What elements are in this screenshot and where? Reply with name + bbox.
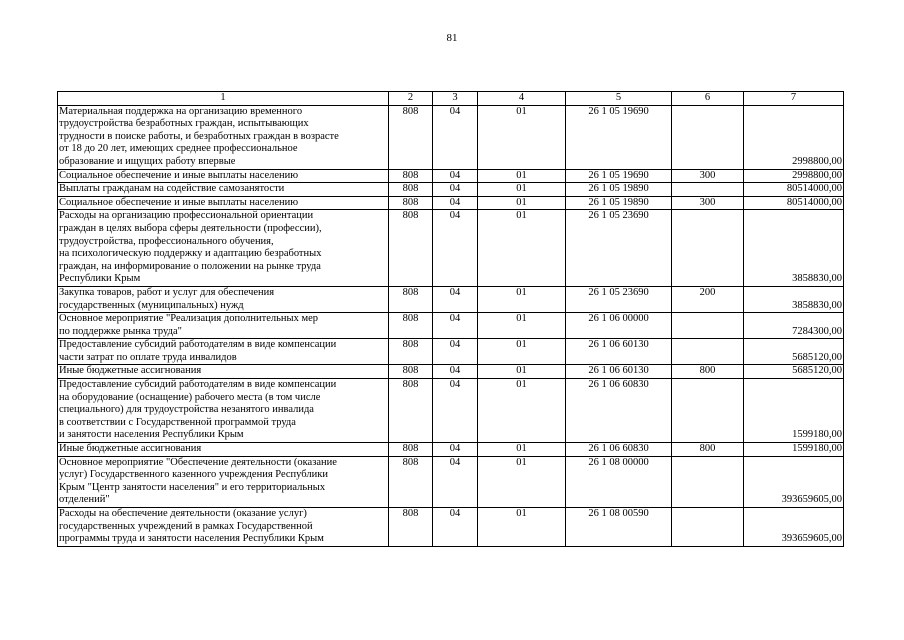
target-article-code: 26 1 06 60130	[566, 365, 672, 379]
target-article-code: 26 1 05 19890	[566, 196, 672, 210]
target-article-code: 26 1 05 19890	[566, 183, 672, 197]
row-name-line: Республики Крым	[59, 273, 141, 285]
header-cell-6: 6	[672, 92, 744, 106]
table-row	[58, 456, 844, 507]
header-cell-2: 2	[389, 92, 433, 106]
subsection-code: 01	[478, 508, 566, 547]
row-name-line: и занятости населения Республики Крым	[59, 429, 244, 441]
target-article-code: 26 1 08 00000	[566, 456, 672, 507]
section-code: 04	[433, 443, 478, 457]
amount: 5685120,00	[744, 365, 844, 379]
row-name-line: от 18 до 20 лет, имеющих среднее профессиональное	[59, 143, 298, 155]
amount: 1599180,00	[744, 443, 844, 457]
row-name-line: Расходы на обеспечение деятельности (оказание услуг)	[59, 508, 307, 519]
section-code: 04	[433, 196, 478, 210]
amount: 393659605,00	[744, 508, 844, 547]
amount: 2998800,00	[744, 105, 844, 169]
row-name-line: Предоставление субсидий работодателям в виде компенсации	[59, 379, 337, 391]
row-name-line: трудности в поиске работы, и безработных граждан в возрасте	[59, 130, 339, 142]
expense-type-code	[672, 105, 744, 169]
target-article-code: 26 1 05 19690	[566, 105, 672, 169]
subsection-code: 01	[478, 365, 566, 379]
ministry-code: 808	[389, 183, 433, 197]
row-name-line: Предоставление субсидий работодателям в виде компенсации	[59, 339, 337, 351]
section-code: 04	[433, 210, 478, 287]
row-name	[58, 286, 389, 312]
row-name-line: части затрат по оплате труда инвалидов	[59, 351, 237, 363]
table-row	[58, 443, 844, 457]
amount: 393659605,00	[744, 456, 844, 507]
section-code: 04	[433, 379, 478, 443]
row-name-line: отделений"	[59, 494, 110, 506]
row-name-line: услуг) Государственного казенного учреждения Республики	[59, 469, 328, 481]
row-name-line: трудоустройства безработных граждан, испытывающих	[59, 118, 309, 130]
row-name-line: специального) для трудоустройства незанятого инвалида	[59, 404, 314, 416]
ministry-code: 808	[389, 286, 433, 312]
target-article-code: 26 1 05 19690	[566, 169, 672, 183]
expense-type-code	[672, 313, 744, 339]
row-name-line: в соответствии с Государственной программой труда	[59, 416, 296, 428]
row-name-line: на психологическую поддержку и адаптацию безработных	[59, 248, 322, 260]
subsection-code: 01	[478, 105, 566, 169]
target-article-code: 26 1 06 60830	[566, 379, 672, 443]
row-name-line: Расходы на организацию профессиональной ориентации	[59, 210, 314, 222]
row-name	[58, 365, 389, 379]
row-name	[58, 379, 389, 443]
row-name-line: Иные бюджетные ассигнования	[59, 365, 202, 377]
section-code: 04	[433, 313, 478, 339]
row-name-line: Закупка товаров, работ и услуг для обеспечения	[59, 286, 275, 298]
subsection-code: 01	[478, 313, 566, 339]
table-row	[58, 196, 844, 210]
table-row	[58, 313, 844, 339]
expense-type-code: 300	[672, 196, 744, 210]
subsection-code: 01	[478, 379, 566, 443]
amount: 80514000,00	[744, 196, 844, 210]
subsection-code: 01	[478, 456, 566, 507]
amount: 1599180,00	[744, 379, 844, 443]
header-cell-1: 1	[58, 92, 389, 106]
amount: 3858830,00	[744, 210, 844, 287]
row-name	[58, 443, 389, 457]
section-code: 04	[433, 365, 478, 379]
expense-type-code: 800	[672, 443, 744, 457]
table-row	[58, 365, 844, 379]
table-row	[58, 339, 844, 365]
expense-type-code	[672, 379, 744, 443]
subsection-code: 01	[478, 183, 566, 197]
ministry-code: 808	[389, 313, 433, 339]
ministry-code: 808	[389, 379, 433, 443]
target-article-code: 26 1 06 00000	[566, 313, 672, 339]
row-name	[58, 210, 389, 287]
table-row	[58, 183, 844, 197]
subsection-code: 01	[478, 210, 566, 287]
target-article-code: 26 1 05 23690	[566, 210, 672, 287]
row-name-line: граждан, на информирование о положении на рынке труда	[59, 260, 321, 272]
row-name-line: на оборудование (оснащение) рабочего места (в том числе	[59, 391, 321, 403]
amount: 80514000,00	[744, 183, 844, 197]
row-name-line: Социальное обеспечение и иные выплаты населению	[59, 169, 299, 181]
subsection-code: 01	[478, 443, 566, 457]
ministry-code: 808	[389, 210, 433, 287]
row-name-line: государственных (муниципальных) нужд	[59, 299, 244, 311]
row-name	[58, 169, 389, 183]
subsection-code: 01	[478, 339, 566, 365]
table-row	[58, 105, 844, 169]
amount: 5685120,00	[744, 339, 844, 365]
row-name-line: Основное мероприятие "Реализация дополнительных мер	[59, 313, 319, 325]
expense-type-code	[672, 508, 744, 547]
row-name-line: образование и ищущих работу впервые	[59, 155, 236, 167]
ministry-code: 808	[389, 196, 433, 210]
row-name	[58, 183, 389, 197]
expense-type-code	[672, 339, 744, 365]
section-code: 04	[433, 169, 478, 183]
target-article-code: 26 1 06 60130	[566, 339, 672, 365]
table-row	[58, 286, 844, 312]
ministry-code: 808	[389, 365, 433, 379]
row-name-line: Выплаты гражданам на содействие самозанятости	[59, 183, 285, 195]
row-name	[58, 339, 389, 365]
ministry-code: 808	[389, 339, 433, 365]
header-row	[58, 92, 844, 106]
row-name-line: программы труда и занятости населения Республики Крым	[59, 533, 324, 545]
table-row	[58, 508, 844, 547]
ministry-code: 808	[389, 443, 433, 457]
expense-type-code: 300	[672, 169, 744, 183]
row-name	[58, 105, 389, 169]
subsection-code: 01	[478, 169, 566, 183]
expense-type-code: 200	[672, 286, 744, 312]
header-cell-4: 4	[478, 92, 566, 106]
row-name-line: Иные бюджетные ассигнования	[59, 443, 202, 455]
header-cell-3: 3	[433, 92, 478, 106]
row-name	[58, 196, 389, 210]
section-code: 04	[433, 286, 478, 312]
row-name-line: Крым "Центр занятости населения" и его территориальных	[59, 481, 326, 493]
ministry-code: 808	[389, 169, 433, 183]
row-name-line: Социальное обеспечение и иные выплаты населению	[59, 196, 299, 208]
row-name-line: Материальная поддержка на организацию временного	[59, 105, 303, 117]
target-article-code: 26 1 08 00590	[566, 508, 672, 547]
ministry-code: 808	[389, 456, 433, 507]
amount: 7284300,00	[744, 313, 844, 339]
amount: 3858830,00	[744, 286, 844, 312]
section-code: 04	[433, 508, 478, 547]
row-name-line: государственных учреждений в рамках Государственной	[59, 520, 313, 532]
header-cell-5: 5	[566, 92, 672, 106]
page-number: 81	[446, 32, 458, 44]
row-name	[58, 456, 389, 507]
row-name-line: трудоустройства, профессионального обучения,	[59, 235, 274, 247]
ministry-code: 808	[389, 105, 433, 169]
target-article-code: 26 1 05 23690	[566, 286, 672, 312]
expense-type-code: 800	[672, 365, 744, 379]
row-name	[58, 313, 389, 339]
budget-table	[57, 91, 844, 547]
table-row	[58, 210, 844, 287]
section-code: 04	[433, 183, 478, 197]
expense-type-code	[672, 210, 744, 287]
ministry-code: 808	[389, 508, 433, 547]
table-row	[58, 169, 844, 183]
target-article-code: 26 1 06 60830	[566, 443, 672, 457]
section-code: 04	[433, 339, 478, 365]
row-name-line: граждан в целях выбора сферы деятельности (профессии),	[59, 222, 322, 234]
expense-type-code	[672, 183, 744, 197]
subsection-code: 01	[478, 286, 566, 312]
row-name-line: по поддержке рынка труда"	[59, 325, 182, 337]
row-name-line: Основное мероприятие "Обеспечение деятельности (оказание	[59, 456, 337, 468]
expense-type-code	[672, 456, 744, 507]
subsection-code: 01	[478, 196, 566, 210]
table-row	[58, 379, 844, 443]
amount: 2998800,00	[744, 169, 844, 183]
header-cell-7: 7	[744, 92, 844, 106]
section-code: 04	[433, 456, 478, 507]
section-code: 04	[433, 105, 478, 169]
row-name	[58, 508, 389, 547]
